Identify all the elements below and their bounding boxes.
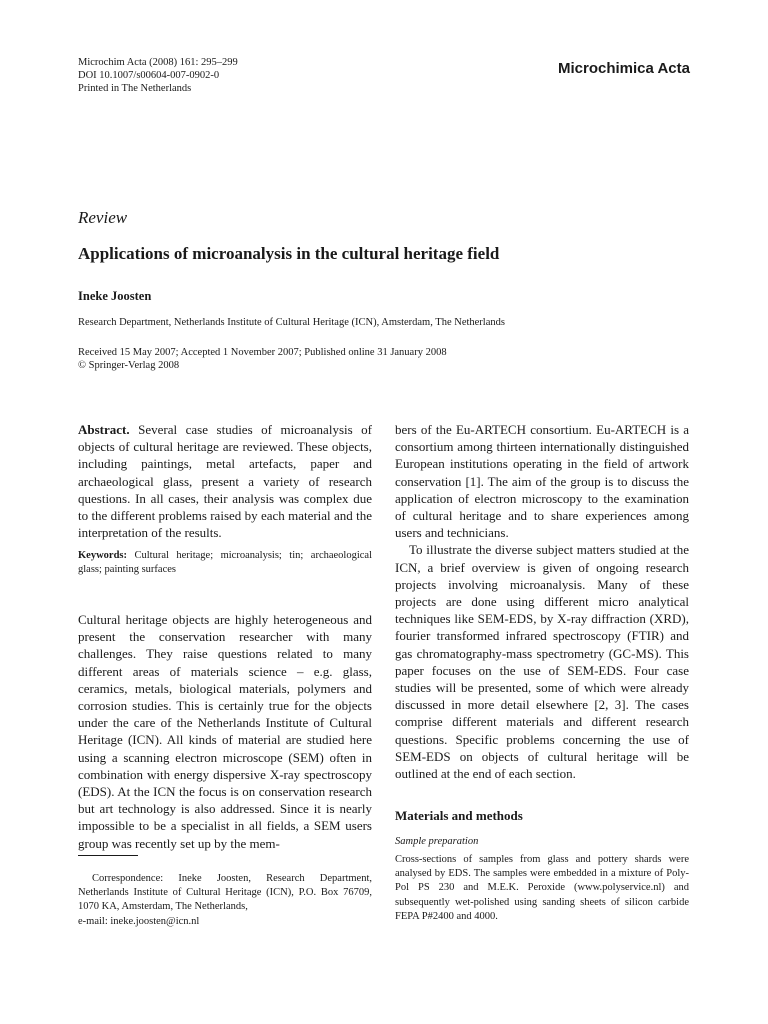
journal-name: Microchimica Acta [558, 60, 690, 77]
citation-line: Microchim Acta (2008) 161: 295–299 [78, 57, 238, 68]
publication-meta [78, 56, 238, 95]
correspondence-text: Correspondence: Ineke Joosten, Research Department, Netherlands Institute of Cultural Heritage (ICN), P.O. Box 76709, 1070 KA, Amsterdam, The Netherlands, [78, 873, 372, 913]
abstract-text: Several case studies of microanalysis of objects of cultural heritage are reviewed. These objects, including paintings, metal artefacts, paper and archaeological glass, present a variety of research questions. In all cases, their analysis was complex due to the different problems raised by each material and the interpretation of the results. [78, 422, 373, 541]
article-title: Applications of microanalysis in the cultural heritage field [78, 244, 500, 263]
copyright-line: © Springer-Verlag 2008 [78, 360, 180, 371]
intro-paragraph-continued: bers of the Eu-ARTECH consortium. Eu-ARTECH is a consortium among thirteen internationally distinguished European institutions operating in the field of artwork conservation [1]. The aim of the group is to discuss the application of electron microscopy to the examination of cultural heritage and to share experiences among users and technicians. [395, 422, 689, 541]
keywords-label: Keywords: [78, 550, 127, 561]
correspondence-email: e-mail: ineke.joosten@icn.nl [78, 915, 200, 927]
methods-heading: Materials and methods [395, 808, 523, 823]
sample-preparation-subheading: Sample preparation [395, 836, 479, 847]
article-dates [78, 346, 447, 372]
abstract-label: Abstract. [78, 422, 130, 437]
keywords-block [78, 549, 372, 577]
sample-preparation-text: Cross-sections of samples from glass and pottery shards were analysed by EDS. The samples were embedded in a mixture of Poly-Pol PS 230 and M.E.K. Peroxide (www.polyservice.nl) and subsequently wet-polished using sanding sheets of silicon carbide FEPA P#2400 and 4000. [395, 854, 689, 922]
article-type: Review [78, 208, 128, 227]
intro-left [78, 611, 372, 852]
abstract-block [78, 421, 372, 541]
intro-paragraph: Cultural heritage objects are highly heterogeneous and present the conservation researcher with many challenges. They raise questions related to many different areas of materials science – e.g. glass, ceramics, metals, biological materials, polymers and corrosion studies. This is certainly true for the objects under the care of the Netherlands Institute of Cultural Heritage (ICN). All kinds of material are studied here using a scanning electron microscope (SEM) often in combination with energy dispersive X-ray spectroscopy (EDS). At the ICN the focus is on conservation research but art technology is also addressed. Since it is nearly impossible to be a specialist in all fields, a SEM users group was recently set up by the mem- [78, 612, 372, 851]
intro-paragraph-2: To illustrate the diverse subject matters studied at the ICN, a brief overview is given of ongoing research projects involving microanalysis. Many of these projects are done using different micro analytical techniques like SEM-EDS, by X-ray diffraction (XRD), fourier transformed infrared spectroscopy (FTIR) and gas chromatography-mass spectrometry (GC-MS). This paper focuses on the use of SEM-EDS. Four case studies will be presented, some of which were already discussed in more detail elsewhere [2, 3]. The cases comprise different materials and different research questions. Specific problems concerning the use of SEM-EDS on objects of cultural heritage will be outlined at the end of each section. [395, 542, 689, 782]
author-affiliation: Research Department, Netherlands Institute of Cultural Heritage (ICN), Amsterdam, The Netherlands [78, 317, 505, 328]
abstract [78, 421, 372, 541]
intro-right [395, 421, 689, 782]
history-dates: Received 15 May 2007; Accepted 1 November 2007; Published online 31 January 2008 [78, 347, 447, 358]
keywords [78, 549, 372, 577]
keywords-text: Cultural heritage; microanalysis; tin; archaeological glass; painting surfaces [78, 550, 372, 576]
printed-line: Printed in The Netherlands [78, 83, 192, 94]
methods-section [395, 808, 689, 924]
author-name: Ineke Joosten [78, 289, 152, 303]
footnote [78, 872, 372, 929]
footnote-rule [78, 855, 138, 856]
doi-line: DOI 10.1007/s00604-007-0902-0 [78, 70, 220, 81]
